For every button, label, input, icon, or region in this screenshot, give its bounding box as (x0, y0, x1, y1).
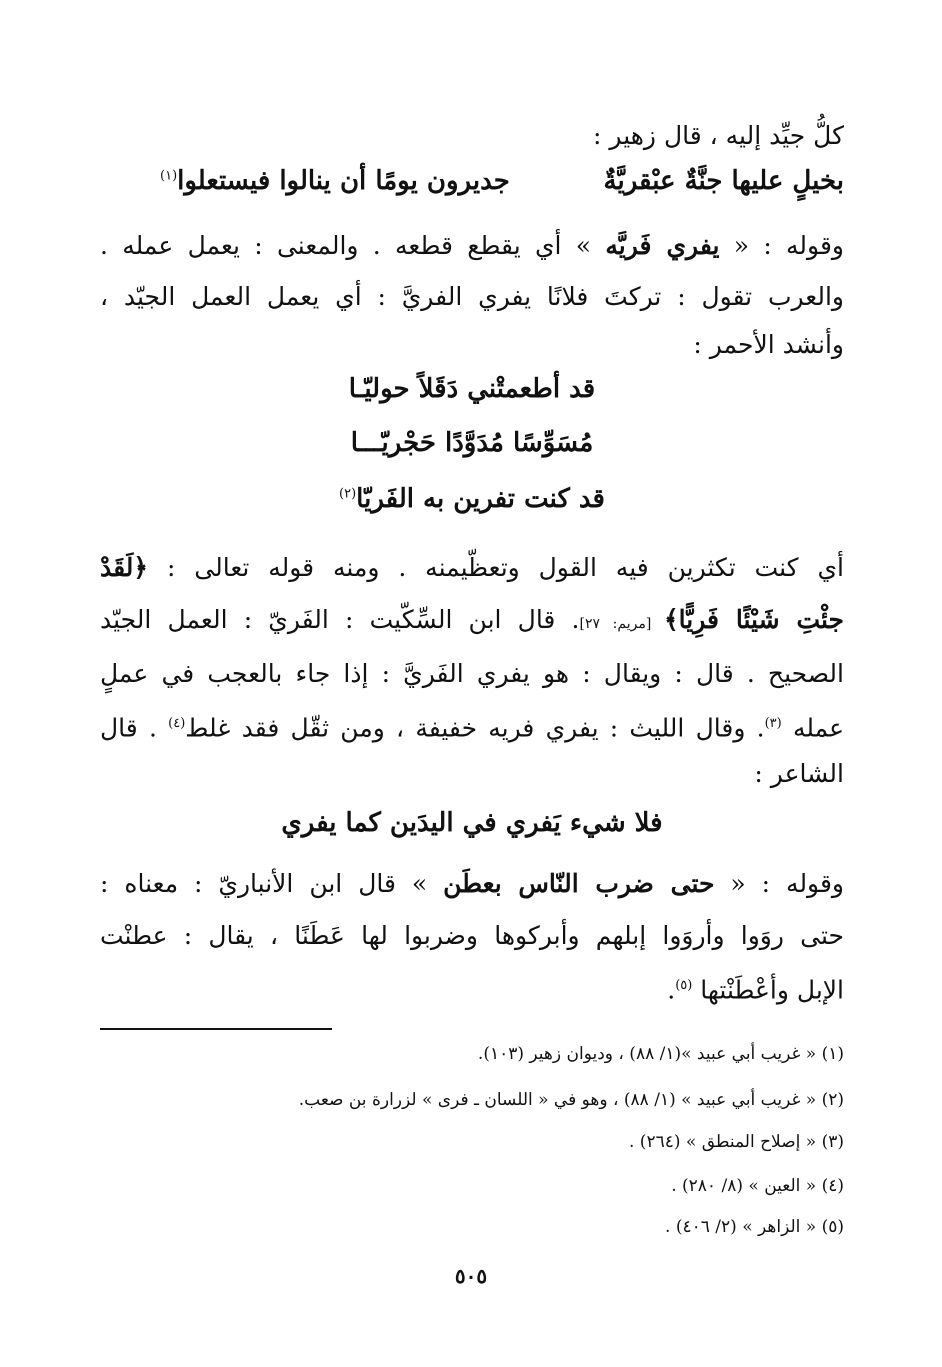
verse-second-hemistich-text: جديرون يومًا أن ينالوا فيستعلوا (177, 166, 510, 196)
text-line-16: حتى روَوا وأروَوا إبلهم وأبركوها وضربوا لها عَطَنًا ، يقال : عطنْت (100, 921, 844, 950)
text-line-4: والعرب تقول : تركتَ فلانًا يفري الفريَّ : أي يعمل العمل الجيّد ، (100, 282, 844, 311)
text-line-13: الشاعر : (754, 759, 844, 788)
line12-part-c: . قال (100, 713, 169, 743)
footnote-ref-3: (٣) (764, 716, 782, 731)
text-line-3 (100, 226, 844, 266)
line17-part-b: . (667, 975, 676, 1005)
footnote-5: (٥) « الزاهر » (٢/ ٤٠٦) . (665, 1217, 844, 1237)
verse-line-2: فلا شيء يَفري في اليدَين كما يفري (281, 808, 663, 838)
quran-quote-start: ﴿لَقَدْ (100, 553, 149, 582)
verse-first-hemistich: بخيلٍ عليها جنَّةٌ عبْقريَّةٌ (603, 166, 844, 196)
line9-part-a: أي كنت تكثرين فيه القول وتعظّيمنه . ومنه قوله تعالى : (148, 553, 844, 582)
line3-bold-phrase: يفري فَريَّه (605, 231, 720, 260)
footnote-3: (٣) « إصلاح المنطق » (٢٦٤) . (629, 1132, 844, 1152)
text-line-10 (100, 600, 844, 644)
text-line-1: كلُّ جيِّد إليه ، قال زهير : (593, 121, 844, 150)
line17-part-a: الإبل وأعْطَنْتها (692, 975, 844, 1005)
text-line-17 (100, 966, 844, 1010)
line15-bold-phrase: حتى ضرب النّاس بعطَن (443, 869, 715, 898)
poem-line-1: قد أطعمتْني دَقَلاً حوليّـا (348, 374, 596, 404)
line12-part-b: . وقال الليث : يفري فريه خفيفة ، ومن ثقّل فقد غلط (185, 713, 765, 743)
text-line-9 (100, 548, 844, 588)
poem-line-3 (100, 484, 844, 514)
text-line-11: الصحيح . قال : ويقال : هو يفري الفَريَّ : إذا جاء بالعجب في عملٍ (100, 659, 844, 688)
page-number: ٥٠٥ (454, 1264, 488, 1288)
footnote-ref-4: (٤) (168, 716, 186, 731)
footnote-4: (٤) « العين » (٨/ ٢٨٠) . (671, 1176, 844, 1196)
poem-line-3-text: قد كنت تفرين به الفَريّا (356, 484, 605, 514)
line10-part-b: . قال ابن السِّكّيت : الفَريّ : العمل الجيّد (100, 605, 580, 634)
zuhair-verse (100, 166, 844, 210)
text-line-15 (100, 864, 844, 904)
verse-second-hemistich (160, 166, 510, 196)
footnote-ref-2: (٢) (339, 486, 357, 502)
quran-quote-end: جئْتِ شَيْئًا فَرِيًّا﴾ (663, 605, 844, 634)
line15-part-a: وقوله : « (714, 869, 844, 898)
footnote-ref-5: (٥) (675, 978, 693, 993)
line12-part-a: عمله (781, 713, 844, 743)
footnote-2: (٢) « غريب أبي عبيد » (١/ ٨٨) ، وهو في « اللسان ـ فرى » لزرارة بن صعب. (298, 1090, 844, 1110)
text-line-5: وأنشد الأحمر : (693, 330, 844, 359)
footnote-1: (١) « غريب أبي عبيد »(١/ ٨٨) ، وديوان زهير (١٠٣). (477, 1044, 844, 1064)
text-line-12 (100, 704, 844, 748)
quran-reference: [مريم: ٢٧] (579, 616, 664, 632)
line15-part-b: » قال ابن الأنباريّ : معناه : (100, 869, 444, 898)
line3-part-a: وقوله : « (719, 231, 844, 260)
line3-part-b: » أي يقطع قطعه . والمعنى : يعمل عمله . (100, 231, 606, 260)
poem-line-2: مُسَوِّسًا مُدَوَّدًا حَجْريّـــا (350, 428, 594, 458)
footnote-separator (100, 1028, 332, 1030)
footnote-ref-1: (١) (160, 168, 178, 184)
